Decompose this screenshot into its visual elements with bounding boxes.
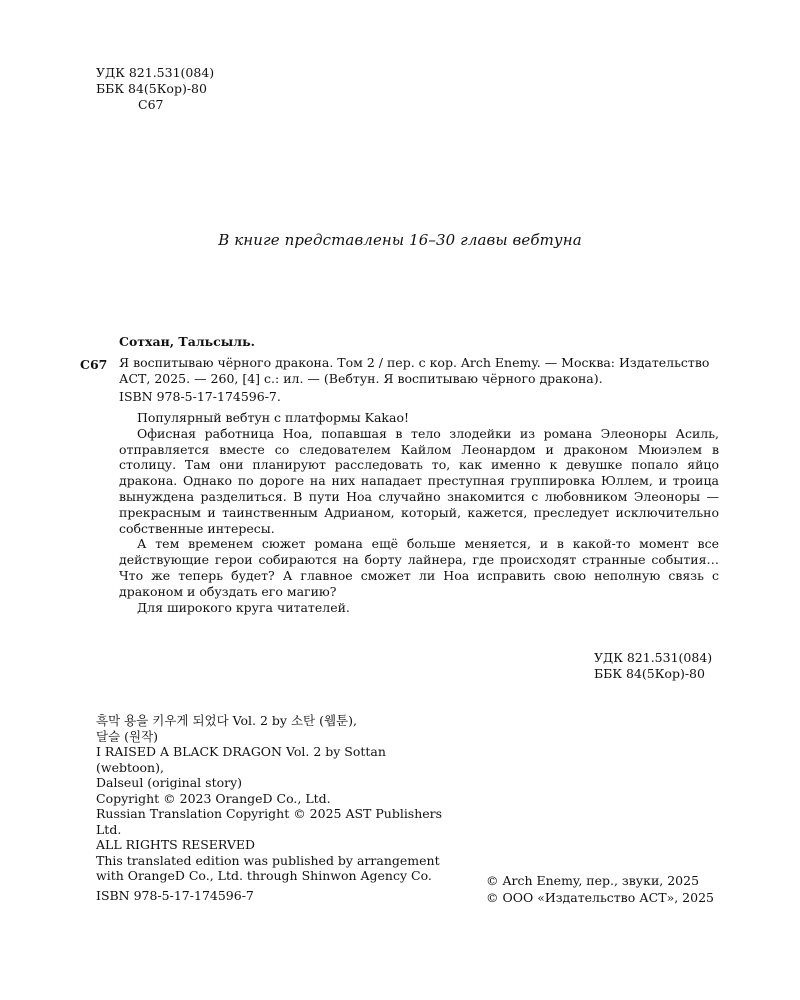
arrangement-note: This translated edition was published by arrangement with OrangeD Co., Ltd. through Shinwon Agency Co. <box>96 852 440 883</box>
translation-copyright: Russian Translation Copyright © 2025 AST Publishers Ltd. <box>96 806 443 837</box>
catalog-author: Сотхан, Тальсыль. <box>119 334 255 349</box>
english-title: I RAISED A BLACK DRAGON Vol. 2 by Sottan (webtoon), <box>96 744 386 775</box>
udk-code: УДК 821.531(084) <box>96 65 215 80</box>
copyright-line: Copyright © 2023 OrangeD Co., Ltd. <box>96 790 331 806</box>
catalog-number: С67 <box>80 357 108 372</box>
bbk-code: ББК 84(5Кор)-80 <box>96 81 207 96</box>
author-sign: С67 <box>138 97 164 112</box>
translator-copyright: © Arch Enemy, пер., звуки, 2025 <box>486 873 700 888</box>
rights-reserved: ALL RIGHTS RESERVED <box>96 837 256 852</box>
isbn-bottom: ISBN 978-5-17-174596-7 <box>96 888 254 903</box>
annotation <box>119 410 719 615</box>
copyrights <box>486 872 714 906</box>
korean-author: 달슬 (원작) <box>96 728 159 744</box>
catalog-description: Я воспитываю чёрного дракона. Том 2 / пер. с кор. Arch Enemy. — Москва: Издательство АСТ, 2025. — 260, [4] с.: ил. — (Вебтун. Я воспитываю чёрного дракона). <box>119 355 710 386</box>
catalog-isbn: ISBN 978-5-17-174596-7. <box>119 389 281 404</box>
header-codes <box>96 65 214 113</box>
publisher-copyright: © ООО «Издательство АСТ», 2025 <box>486 890 714 905</box>
annotation-paragraph: Офисная работница Ноа, попавшая в тело злодейки из романа Элеоноры Асиль, отправляется вместе со следователем Кайлом Леонардом и драконом Мюиэлем в столицу. Там они планируют расследовать то, как именно к девушке попало яйцо дракона. Однако по дороге на них нападает преступная группировка Юллем, и троица вынуждена разделиться. В пути Ноа случайно знакомится с любовником Элеоноры — прекрасным и таинственным Адрианом, который, кажется, преследует исключительно собственные интересы. <box>119 425 719 536</box>
bbk-code: ББК 84(5Кор)-80 <box>594 666 705 681</box>
udk-code: УДК 821.531(084) <box>594 650 713 665</box>
chapters-notice: В книге представлены 16–30 главы вебтуна <box>218 231 582 249</box>
annotation-paragraph: А тем временем сюжет романа ещё больше меняется, и в какой-то момент все действующие герои собираются на борту лайнера, где происходят странные события… Что же теперь будет? А главное сможет ли Ноа исправить свою неполную связь с драконом и обуздать его магию? <box>119 536 719 599</box>
korean-title: 흑막 용을 키우게 되었다 Vol. 2 by 소탄 (웹툰), <box>96 713 357 728</box>
footer-codes <box>594 650 712 682</box>
license-credits <box>96 713 456 884</box>
annotation-paragraph: Популярный вебтун с платформы Kakao! <box>137 410 409 425</box>
english-author: Dalseul (original story) <box>96 775 243 790</box>
annotation-paragraph: Для широкого круга читателей. <box>137 599 350 615</box>
